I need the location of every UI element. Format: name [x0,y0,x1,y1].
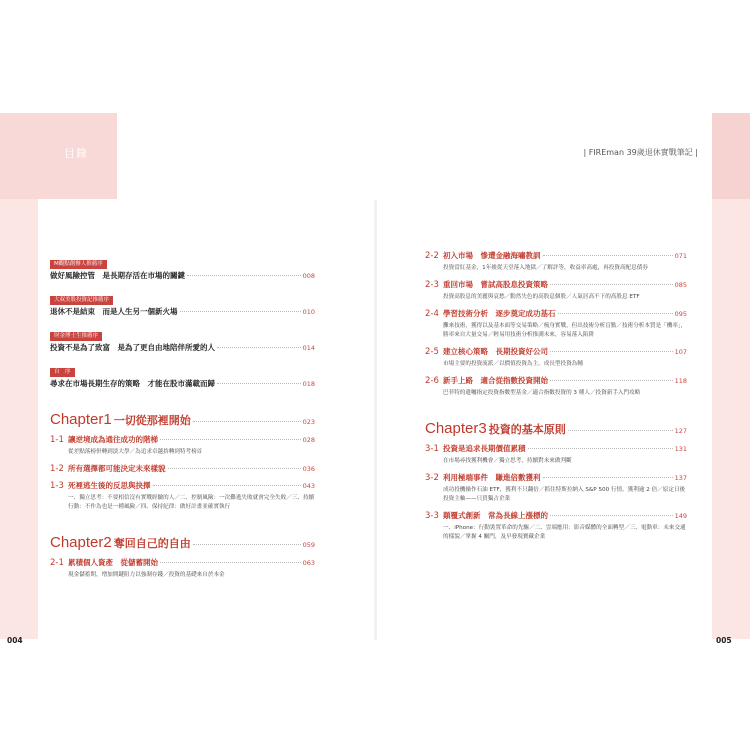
section-description: 攤來技術，獲得以及基本面等交易策略／梳身實戰，但出技術分析盲點／技術分析本質是「機率」，勝率來自大量交易／輕易用技術分析推測未來，容易落入陷阱 [443,323,687,338]
section-title: 顛覆式創新 常為長線上漲標的 [443,511,548,520]
section-number: 3-2 [425,473,439,483]
leader-dots [217,347,301,348]
section-entry[interactable] [50,480,315,512]
section-description: 巴菲特的遺囑指定投資指數型基金／適合指數投資的 3 種人／投資新手入門攻略 [443,390,641,396]
section-number: 2-4 [425,309,439,319]
section-entry[interactable] [50,434,315,457]
section-description: 現金儲蓄期，增加開鍵阻力以強制存錢／投資的基礎來自於本金 [68,572,225,578]
section-title: 讓逆境成為通往成功的階梯 [68,435,158,444]
section-title: 重回市場 嘗試高股息投資策略 [443,280,548,289]
preface-title: 退休不是結束 而是人生另一個新火場 [50,307,178,316]
preface-tag: 大叔美股投資記推薦序 [50,296,113,305]
section-description: 一、獨立思考：不要相信沒有實戰經驗的人／二、控制風險：一次難逃失敗就會完全失敗／三、持續行動：不作為也是一種風險／四、保持紀律：做好計畫並確實執行 [68,495,315,510]
section-number: 1-1 [50,435,64,445]
page-ref: 127 [674,427,687,435]
section-title: 利用極端事件 賺進倍數獲利 [443,473,541,482]
chapter-label: Chapter1 [50,411,112,428]
chapter-label: Chapter3 [425,420,487,437]
page-ref: 137 [674,474,687,482]
section-number: 2-2 [425,251,439,261]
book-title-header: | FIREman 39歲退休實戰筆記 | [583,148,698,157]
section-entry[interactable] [425,279,687,302]
section-title: 新手上路 適合從指數投資開始 [443,376,548,385]
page-number-right: 005 [716,636,732,645]
page-ref: 028 [302,436,315,444]
section-title: 死裡逃生後的反思與抉擇 [68,481,151,490]
leader-dots [180,311,301,312]
page-ref: 036 [302,465,315,473]
page-ref: 018 [302,380,315,388]
preface-entry[interactable] [50,358,315,389]
leader-dots [217,383,301,384]
toc-left-column [50,250,315,586]
leader-dots [550,284,673,285]
section-description: 投資當紅基金，1年後從天堂落入地獄／了解評等，收益率高處，再投資高配息債券 [443,265,648,271]
section-entry[interactable] [425,250,687,273]
page-gutter [374,200,377,640]
page-ref: 149 [674,512,687,520]
leader-dots [187,275,301,276]
leader-dots [168,468,301,469]
preface-entry[interactable] [50,286,315,317]
leader-dots [160,562,301,563]
preface-title: 尋求在市場長期生存的策略 才能在股市滿載而歸 [50,379,215,388]
page-ref: 107 [674,348,687,356]
preface-title: 做好風險控管 是長期存活在市場的關鍵 [50,271,185,280]
chapter-title: 奪回自己的自由 [113,537,191,550]
section-description: 投資高股息的美麗與哀愁／動然失色的高股息個股／人氣居高不下的高股息 ETF [443,294,640,300]
leader-dots [550,380,673,381]
section-entry[interactable] [425,308,687,340]
section-number: 3-3 [425,511,439,521]
section-title: 投資是追求長期價值累積 [443,444,526,453]
preface-tag: 財金博士生推薦序 [50,332,102,341]
section-title: 初入市場 慘遭金融海嘯教訓 [443,251,541,260]
page-ref: 023 [302,418,315,426]
chapter-heading[interactable] [50,411,315,428]
header-band-right [712,113,750,199]
chapter-label: Chapter2 [50,534,112,551]
chapter-heading[interactable] [50,534,315,551]
leader-dots [193,544,301,545]
chapter-heading[interactable] [425,420,687,437]
section-description: 從差點落榜併轉到淡大學／為追求卓越拚轉到特考榜首 [68,449,203,455]
leader-dots [543,255,673,256]
leader-dots [558,313,673,314]
section-description: 在市場尋找獲利機會／獨立思考，持續對未來做判斷 [443,458,572,464]
section-entry[interactable] [425,510,687,542]
page-ref: 043 [302,482,315,490]
header-band-left [0,113,117,199]
leader-dots [568,430,673,431]
section-title: 所有選擇都可能決定未來樣貌 [68,464,166,473]
toc-right-column [425,250,687,548]
leader-dots [528,448,673,449]
leader-dots [160,439,301,440]
page-ref: 118 [674,377,687,385]
preface-entry[interactable] [50,250,315,281]
section-number: 2-5 [425,347,439,357]
page-ref: 063 [302,559,315,567]
chapter-title: 一切從那裡開始 [113,414,191,427]
section-title: 累積個人資產 從儲蓄開始 [68,558,158,567]
page-ref: 085 [674,281,687,289]
section-title: 學習技術分析 逐步奠定成功基石 [443,309,556,318]
section-entry[interactable] [50,463,315,474]
page-ref: 131 [674,445,687,453]
section-number: 3-1 [425,444,439,454]
preface-tag: M觀點創辦人推薦序 [50,260,107,269]
section-entry[interactable] [425,472,687,504]
toc-heading: 目錄 [64,147,88,160]
preface-tag: 自 序 [50,368,75,377]
section-number: 2-3 [425,280,439,290]
leader-dots [550,351,673,352]
page-ref: 008 [302,272,315,280]
page-ref: 071 [674,252,687,260]
section-title: 建立核心策略 長期投資好公司 [443,347,548,356]
page-ref: 095 [674,310,687,318]
section-number: 1-3 [50,481,64,491]
preface-title: 投資不是為了致富 是為了更自由地陪伴所愛的人 [50,343,215,352]
page-number-left: 004 [7,636,23,645]
preface-entry[interactable] [50,322,315,353]
leader-dots [550,515,673,516]
page-ref: 059 [302,541,315,549]
leader-dots [193,421,301,422]
section-entry[interactable] [50,557,315,580]
chapter-title: 投資的基本原則 [488,423,566,436]
section-number: 2-1 [50,558,64,568]
section-entry[interactable] [425,346,687,369]
section-number: 1-2 [50,464,64,474]
page-ref: 014 [302,344,315,352]
leader-dots [153,485,301,486]
side-band-left [0,199,38,639]
section-description: 市場主要的投資流派／以價值投資為主，成長型投資為輔 [443,361,583,367]
section-description: 成功投機操作石油 ETF，獲利不只翻倍／抓住特斯拉納入 S&P 500 行情，獲利逾 2 倍／原定日後投資主軸——只買獨占企業 [443,487,686,502]
section-entry[interactable] [425,443,687,466]
section-number: 2-6 [425,376,439,386]
page-ref: 010 [302,308,315,316]
section-entry[interactable] [425,375,687,398]
section-description: 一、iPhone：行動裝置革命的先驅／二、雲端應用：影音媒體的全面轉型／三、電動車：未來交通的樣貌／掌握 4 關門，及早發現寶藏企業 [443,525,686,540]
leader-dots [543,477,673,478]
